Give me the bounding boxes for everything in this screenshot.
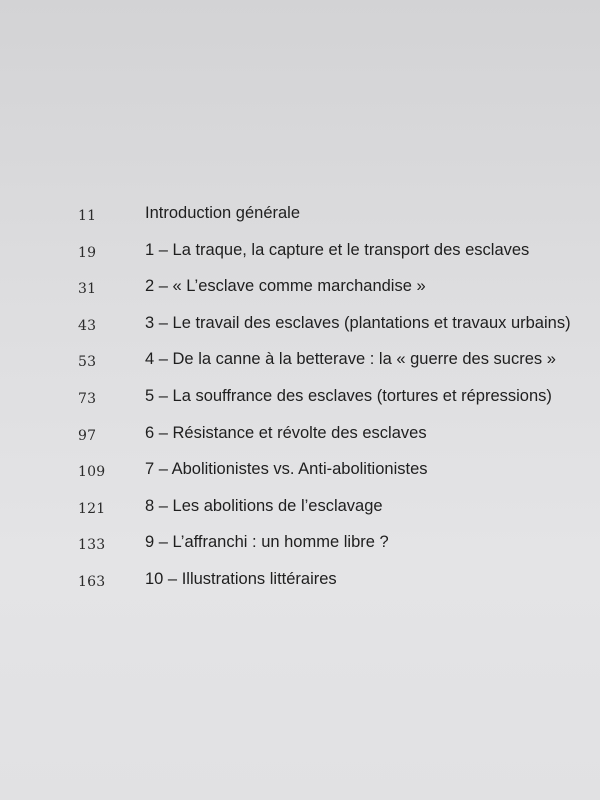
toc-entry [0, 273, 600, 310]
toc-chapter-title: 6 – Résistance et révolte des esclaves [145, 423, 427, 442]
toc-chapter-title: 10 – Illustrations littéraires [145, 569, 337, 588]
toc-chapter-title: 3 – Le travail des esclaves (plantations et travaux urbains) [145, 313, 571, 332]
toc-chapter-title: 7 – Abolitionistes vs. Anti-abolitionistes [145, 460, 428, 479]
toc-chapter-title: 5 – La souffrance des esclaves (tortures et répressions) [145, 386, 552, 405]
toc-chapter-title: 1 – La traque, la capture et le transport des esclaves [145, 240, 530, 259]
toc-entry [0, 493, 600, 530]
toc-page-number: 11 [78, 208, 97, 224]
toc-entry [0, 310, 600, 347]
toc-entry [0, 456, 600, 493]
toc-chapter-title: Introduction générale [145, 204, 301, 222]
toc-entry [0, 420, 600, 457]
toc-page-number: 163 [78, 573, 106, 590]
toc-chapter-title: 8 – Les abolitions de l’esclavage [145, 496, 383, 515]
toc-page-number: 19 [78, 244, 97, 261]
toc-page-number: 97 [78, 427, 97, 444]
toc-entry [0, 237, 600, 274]
toc-page-number: 43 [78, 317, 97, 334]
toc-chapter-title: 9 – L’affranchi : un homme libre ? [145, 533, 389, 552]
toc-entry [0, 383, 600, 420]
toc-page-number: 73 [78, 390, 97, 407]
toc-chapter-title: 2 – « L’esclave comme marchandise » [145, 277, 426, 296]
toc-entry [0, 200, 600, 237]
toc-page-number: 53 [78, 354, 97, 371]
table-of-contents [0, 200, 600, 603]
toc-page-number: 121 [78, 500, 106, 517]
toc-page-number: 133 [78, 537, 106, 554]
toc-entry [0, 346, 600, 383]
toc-chapter-title: 4 – De la canne à la betterave : la « guerre des sucres » [145, 350, 556, 369]
toc-entry [0, 566, 600, 603]
toc-page-number: 31 [78, 281, 97, 298]
toc-entry [0, 529, 600, 566]
toc-page-number: 109 [78, 464, 106, 481]
